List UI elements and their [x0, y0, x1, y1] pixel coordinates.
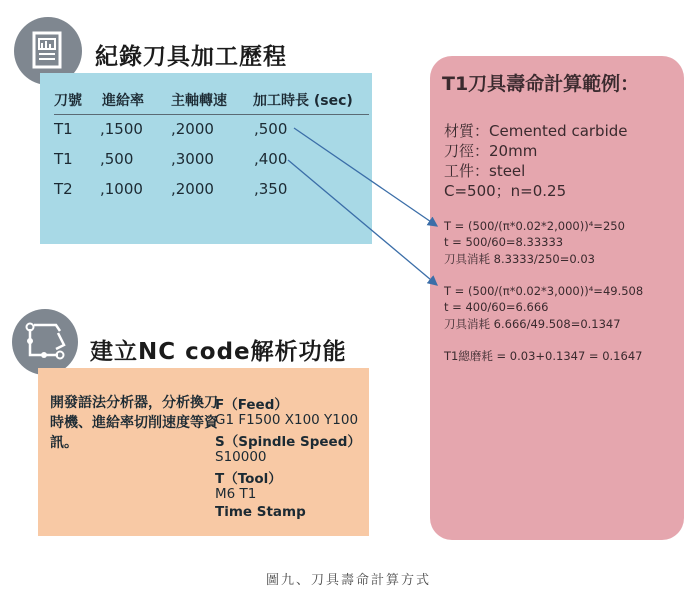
- nc-code-line: G1 F1500 X100 Y100: [215, 412, 359, 428]
- table-cell: ,2000: [171, 180, 214, 198]
- figure-caption: 圖九、刀具壽命計算方式: [265, 573, 431, 588]
- nc-code-line: T（Tool）: [215, 471, 282, 487]
- calc2-line: T = (500/(π*0.02*3,000))⁴=49.508: [444, 284, 644, 298]
- total-wear: T1總磨耗 = 0.03+0.1347 = 0.1647: [444, 349, 643, 363]
- calc2-line: t = 400/60=6.666: [444, 300, 549, 314]
- table-header-tool: 刀號: [54, 93, 82, 109]
- calc1-line: T = (500/(π*0.02*2,000))⁴=250: [444, 219, 625, 233]
- table-cell: T2: [54, 180, 73, 198]
- table-cell: ,500: [254, 120, 288, 138]
- example-title: T1刀具壽命計算範例：: [442, 73, 640, 95]
- section1-title: 紀錄刀具加工歷程: [95, 44, 287, 70]
- calc2-line: 刀具消耗 6.666/49.508=0.1347: [444, 317, 621, 331]
- table-cell: ,500: [100, 150, 134, 168]
- arrow-row1-to-calc1: [294, 128, 437, 226]
- calc1-line: t = 500/60=8.33333: [444, 235, 564, 249]
- param-material: 材質：Cemented carbide: [444, 122, 628, 140]
- table-cell: T1: [54, 120, 73, 138]
- arrow-row2-to-calc2: [288, 160, 437, 285]
- table-cell: ,1500: [100, 120, 143, 138]
- nc-code-line: Time Stamp: [215, 504, 306, 520]
- param-constants: C=500；n=0.25: [444, 182, 567, 200]
- table-cell: ,400: [254, 150, 288, 168]
- section2-title: 建立NC code解析功能: [90, 339, 347, 365]
- table-cell: ,1000: [100, 180, 143, 198]
- calc1-line: 刀具消耗 8.3333/250=0.03: [444, 252, 595, 266]
- nc-description: 開發語法分析器，分析換刀時機、進給率切削速度等資訊。: [50, 395, 218, 451]
- nc-code-line: M6 T1: [215, 486, 257, 502]
- table-cell: ,3000: [171, 150, 214, 168]
- table-cell: ,350: [254, 180, 288, 198]
- param-diameter: 刀徑：20mm: [444, 142, 538, 160]
- nc-code-line: S10000: [215, 449, 267, 465]
- table-cell: T1: [54, 150, 73, 168]
- nc-code-line: F（Feed）: [215, 397, 288, 413]
- table-header-spindle: 主軸轉速: [171, 93, 227, 109]
- table-header-feed: 進給率: [102, 93, 144, 109]
- param-workpiece: 工件：steel: [444, 162, 526, 180]
- table-header-time: 加工時長 (sec): [253, 93, 353, 109]
- nc-code-line: S（Spindle Speed）: [215, 434, 361, 450]
- table-cell: ,2000: [171, 120, 214, 138]
